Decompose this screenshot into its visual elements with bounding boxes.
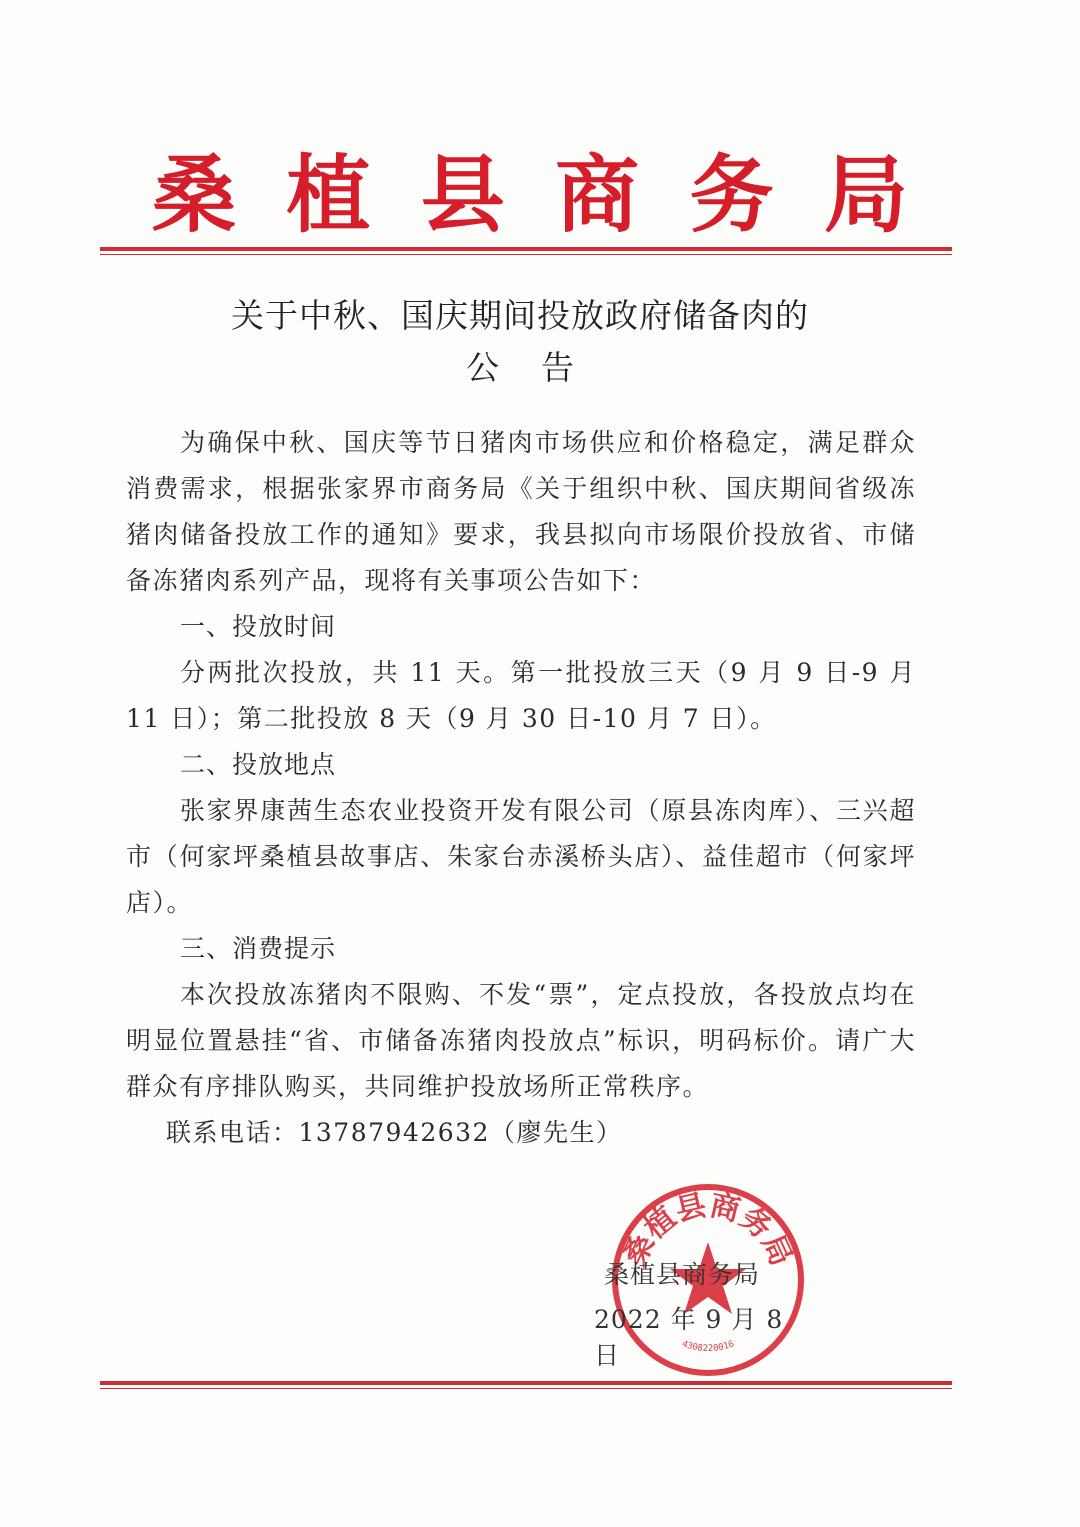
header-red-rule [100, 247, 952, 255]
signature-agency: 桑植县商务局 [604, 1260, 761, 1289]
seal-text: 桑植县商务局 [617, 1187, 799, 1272]
agency-title-char: 务 [689, 145, 774, 244]
footer-red-rule [100, 1381, 952, 1389]
document-body [126, 420, 916, 1156]
agency-title-char: 局 [823, 145, 908, 244]
agency-title-char: 县 [420, 145, 505, 244]
contact-line: 联系电话：13787942632（廖先生） [166, 1118, 623, 1147]
section-heading: 二、投放地点 [180, 750, 337, 779]
section-heading: 一、投放时间 [180, 612, 337, 641]
document-title-subline: 公告 [466, 348, 616, 387]
document-title: 关于中秋、国庆期间投放政府储备肉的 [231, 296, 809, 335]
section-paragraph: 本次投放冻猪肉不限购、不发“票”，定点投放，各投放点均在明显位置悬挂“省、市储备冻猪肉投放点”标识，明码标价。请广大群众有序排队购买，共同维护投放场所正常秩序。 [126, 980, 916, 1101]
agency-title [100, 140, 960, 250]
agency-title-char: 植 [286, 145, 371, 244]
section-paragraph: 张家界康茜生态农业投资开发有限公司（原县冻肉库）、三兴超市（何家坪桑植县故事店、朱家台赤溪桥头店）、益佳超市（何家坪店）。 [126, 796, 916, 917]
intro-paragraph: 为确保中秋、国庆等节日猪肉市场供应和价格稳定，满足群众消费需求，根据张家界市商务局《关于组织中秋、国庆期间省级冻猪肉储备投放工作的通知》要求，我县拟向市场限价投放省、市储备冻猪肉系列产品，现将有关事项公告如下： [126, 428, 916, 595]
section-paragraph: 分两批次投放，共 11 天。第一批投放三天（9 月 9 日-9 月 11 日）；第二批投放 8 天（9 月 30 日-10 月 7 日）。 [126, 658, 916, 733]
seal-code: 4308220016 [680, 1339, 736, 1355]
agency-title-char: 桑 [152, 145, 237, 244]
agency-title-char: 商 [555, 145, 640, 244]
section-heading: 三、消费提示 [180, 934, 337, 963]
signature-date: 2022 年 9 月 8 日 [594, 1305, 784, 1370]
